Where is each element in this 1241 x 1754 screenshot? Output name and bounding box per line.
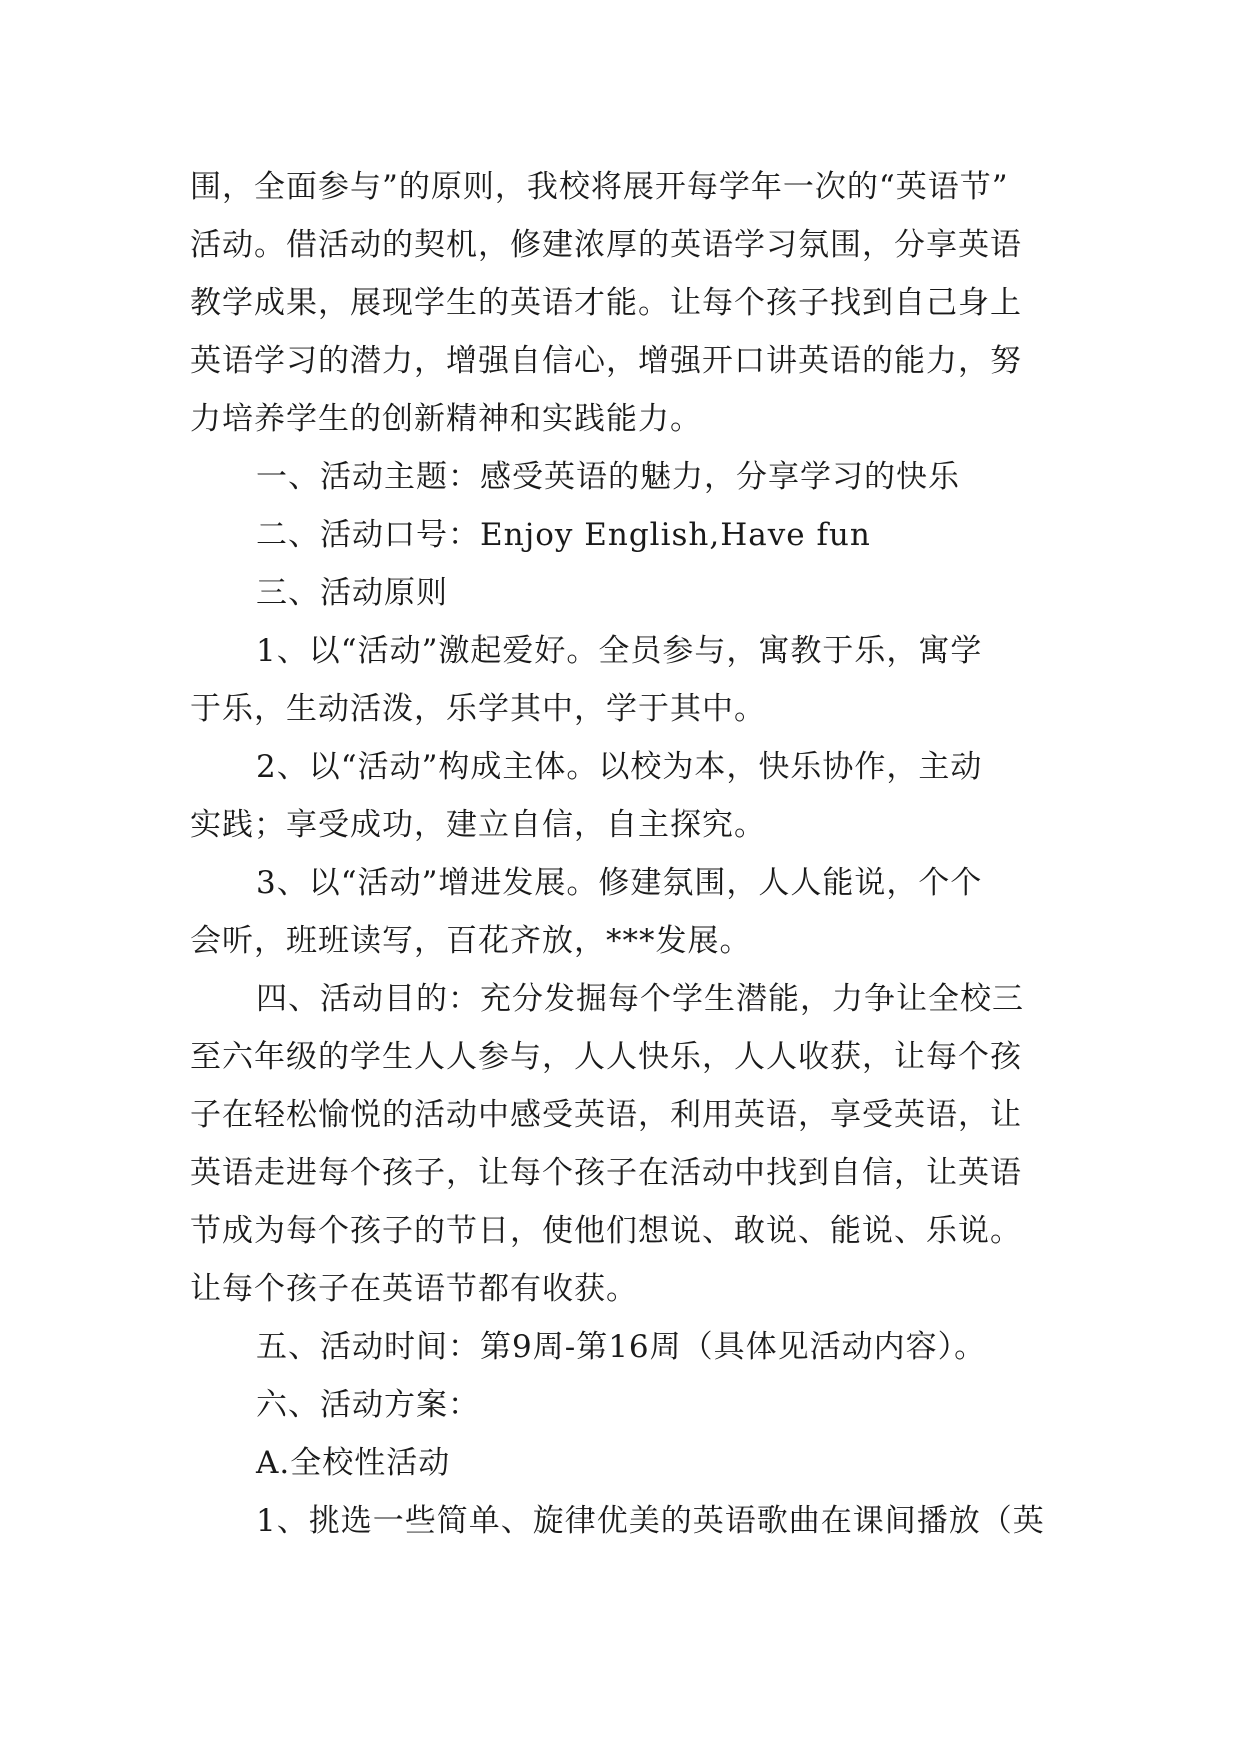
text-line: 3、以“活动”增进发展。修建氛围，人人能说，个个 (256, 865, 983, 901)
section-heading-slogan: 二、活动口号：Enjoy English,Have fun (256, 517, 871, 553)
text-line: 围，全面参与”的原则，我校将展开每学年一次的“英语节” (190, 169, 1009, 205)
section-heading-principles: 三、活动原则 (256, 575, 448, 611)
section-heading-purpose: 四、活动目的：充分发掘每个学生潜能，力争让全校三 (256, 981, 1024, 1017)
section-heading-time: 五、活动时间：第9周-第16周（具体见活动内容）。 (256, 1329, 987, 1365)
text-line: 1、以“活动”激起爱好。全员参与，寓教于乐，寓学 (256, 633, 983, 669)
document-body (190, 158, 1070, 1550)
section-heading-theme: 一、活动主题：感受英语的魅力，分享学习的快乐 (256, 459, 960, 495)
subsection-heading: A.全校性活动 (256, 1445, 451, 1481)
text-line: 活动。借活动的契机，修建浓厚的英语学习氛围，分享英语 (190, 227, 1022, 263)
section-heading-plan: 六、活动方案： (256, 1387, 480, 1423)
text-line: 让每个孩子在英语节都有收获。 (190, 1271, 638, 1307)
text-line: 至六年级的学生人人参与，人人快乐，人人收获，让每个孩 (190, 1039, 1022, 1075)
text-line: 会听，班班读写，百花齐放，***发展。 (190, 923, 752, 959)
text-line: 2、以“活动”构成主体。以校为本，快乐协作，主动 (256, 749, 983, 785)
text-line: 力培养学生的创新精神和实践能力。 (190, 401, 702, 437)
text-line: 英语走进每个孩子，让每个孩子在活动中找到自信，让英语 (190, 1155, 1022, 1191)
text-line: 英语学习的潜力，增强自信心，增强开口讲英语的能力，努 (190, 343, 1022, 379)
text-line: 于乐，生动活泼，乐学其中，学于其中。 (190, 691, 766, 727)
text-line: 教学成果，展现学生的英语才能。让每个孩子找到自己身上 (190, 285, 1022, 321)
text-line: 1、挑选一些简单、旋律优美的英语歌曲在课间播放（英 (256, 1503, 1045, 1539)
text-line: 子在轻松愉悦的活动中感受英语，利用英语，享受英语，让 (190, 1097, 1022, 1133)
text-line: 实践；享受成功，建立自信，自主探究。 (190, 807, 766, 843)
text-line: 节成为每个孩子的节日，使他们想说、敢说、能说、乐说。 (190, 1213, 1022, 1249)
